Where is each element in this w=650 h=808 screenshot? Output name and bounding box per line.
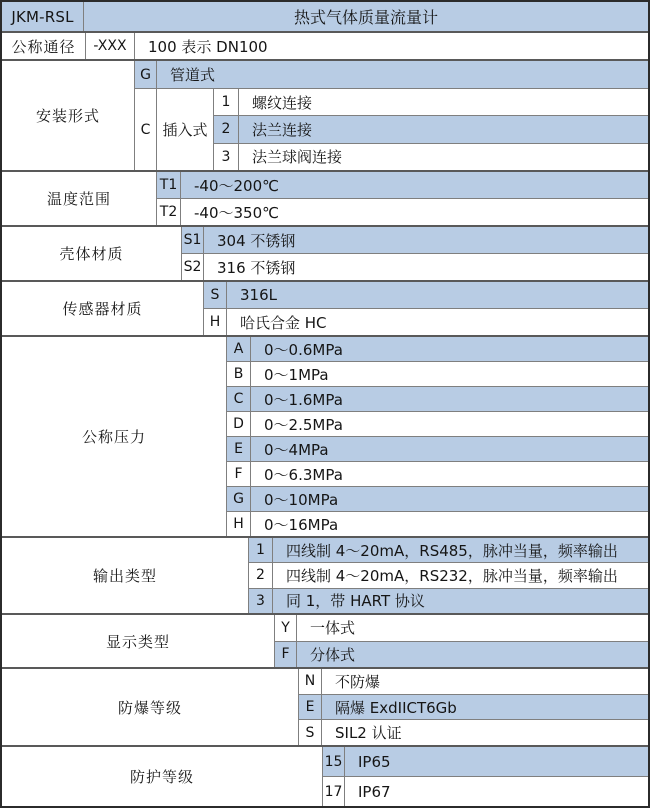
option-desc: 316 不锈钢 [217,258,296,277]
table-title: 热式气体质量流量计 [293,8,438,27]
option-code: S1 [182,227,204,253]
option-desc: 100 表示 DN100 [148,37,268,56]
option-code: S [204,282,227,308]
table-body [2,31,648,806]
section-nominal-pressure [2,335,648,536]
option-desc: 一体式 [310,619,356,638]
section-housing-material [2,225,648,280]
option-code: A [227,337,251,361]
option-desc: 0～1MPa [264,365,329,384]
option-desc: 哈氏合金 HC [240,313,327,332]
section-rows [182,227,648,280]
table-row-nominal-pressure-E [227,436,648,461]
option-code: H [227,512,251,536]
table-row-display-type-F [275,641,648,668]
table-row-temperature-range-T1 [157,172,648,198]
option-desc: 分体式 [310,645,356,664]
subgroup-rows [214,89,648,170]
option-desc: 316L [240,286,277,304]
option-desc: 0～4MPa [264,440,329,459]
table-row-output-type-1 [249,538,648,562]
section-temperature-range [2,170,648,225]
option-desc: 管道式 [170,66,216,84]
subgroup-label: 插入式 [157,89,214,170]
option-code: G [227,487,251,511]
section-rows [86,33,648,59]
table-row-explosion-proof-rating-S [299,719,648,745]
option-code: Y [275,615,297,641]
table-row-nominal-pressure-F [227,461,648,486]
section-rows [135,61,648,170]
option-desc: 0～0.6MPa [264,340,343,359]
table-row-temperature-range-T2 [157,198,648,225]
table-row-installation-form-2 [214,115,648,142]
section-label: 壳体材质 [2,227,182,280]
option-code: T2 [157,199,181,225]
option-desc: 四线制 4～20mA，RS232，脉冲当量，频率输出 [286,566,618,585]
table-row-installation-form-1 [214,89,648,115]
option-code: C [227,387,251,411]
table-row-nominal-pressure-A [227,337,648,361]
section-label: 防爆等级 [2,669,299,745]
option-code: 2 [214,116,239,142]
section-output-type [2,536,648,613]
section-installation-form [2,59,648,170]
table-row-housing-material-S2 [182,253,648,280]
option-code: D [227,412,251,436]
section-label: 公称压力 [2,337,227,536]
option-code: 2 [249,563,273,587]
option-code: G [135,61,157,88]
table-row-explosion-proof-rating-N [299,669,648,694]
section-rows [157,172,648,225]
section-sensor-material [2,280,648,335]
option-desc: SIL2 认证 [335,724,402,743]
section-rows [204,282,648,335]
section-rows [275,615,648,667]
section-explosion-proof-rating [2,667,648,745]
table-row-installation-form-G [135,61,648,88]
section-label: 传感器材质 [2,282,204,335]
option-code: T1 [157,172,181,198]
table-row-nominal-pressure-H [227,511,648,536]
section-rows [299,669,648,745]
option-desc: 不防爆 [335,672,381,691]
option-code: E [299,695,322,720]
subgroup-code: C [135,89,157,170]
table-row-nominal-pressure-D [227,411,648,436]
option-desc: 四线制 4～20mA，RS485，脉冲当量，频率输出 [286,541,618,560]
table-row-sensor-material-S [204,282,648,308]
section-label: 公称通径 [2,33,86,59]
section-nominal-diameter [2,31,648,59]
section-label: 安装形式 [2,61,135,170]
section-rows [323,747,648,806]
table-header-row [2,2,648,31]
section-label: 显示类型 [2,615,275,667]
option-code: S2 [182,254,204,280]
option-code: E [227,437,251,461]
option-code: 1 [249,538,273,562]
option-code: 3 [249,589,273,613]
section-label: 防护等级 [2,747,323,806]
subgroup-installation-form-C [135,88,648,170]
option-code: F [227,462,251,486]
table-row-nominal-diameter--XXX [86,33,648,59]
option-desc: IP65 [358,752,391,771]
option-desc: 304 不锈钢 [217,231,296,250]
option-desc: 螺纹连接 [252,93,313,112]
option-code: H [204,309,227,335]
option-desc: 同 1，带 HART 协议 [286,592,425,611]
option-desc: 隔爆 ExdIICT6Gb [335,698,457,717]
option-desc: -40～200℃ [194,176,279,195]
table-row-nominal-pressure-B [227,361,648,386]
option-desc: 法兰球阀连接 [252,148,343,167]
table-row-display-type-Y [275,615,648,641]
table-row-sensor-material-H [204,308,648,335]
option-desc: IP67 [358,782,391,801]
table-row-housing-material-S1 [182,227,648,253]
model-code: JKM-RSL [2,2,84,31]
option-code: S [299,720,322,745]
option-desc: 0～10MPa [264,490,339,509]
table-row-installation-form-3 [214,143,648,170]
option-desc: -40～350℃ [194,203,279,222]
table-row-nominal-pressure-C [227,386,648,411]
section-label: 输出类型 [2,538,249,613]
table-row-output-type-3 [249,588,648,613]
option-code: -XXX [86,33,135,59]
table-row-protection-rating-17 [323,776,648,806]
option-desc: 0～16MPa [264,515,339,534]
option-code: N [299,669,322,694]
section-protection-rating [2,745,648,806]
option-code: 1 [214,89,239,115]
option-code: F [275,642,297,668]
option-code: B [227,362,251,386]
table-row-explosion-proof-rating-E [299,694,648,720]
section-display-type [2,613,648,667]
table-row-nominal-pressure-G [227,486,648,511]
section-label: 温度范围 [2,172,157,225]
option-code: 17 [323,777,345,806]
option-code: 3 [214,144,239,170]
option-code: 15 [323,747,345,776]
option-desc: 法兰连接 [252,120,313,139]
table-row-protection-rating-15 [323,747,648,776]
option-desc: 0～6.3MPa [264,465,343,484]
option-desc: 0～1.6MPa [264,390,343,409]
option-desc: 0～2.5MPa [264,415,343,434]
section-rows [249,538,648,613]
section-rows [227,337,648,536]
table-row-output-type-2 [249,562,648,587]
